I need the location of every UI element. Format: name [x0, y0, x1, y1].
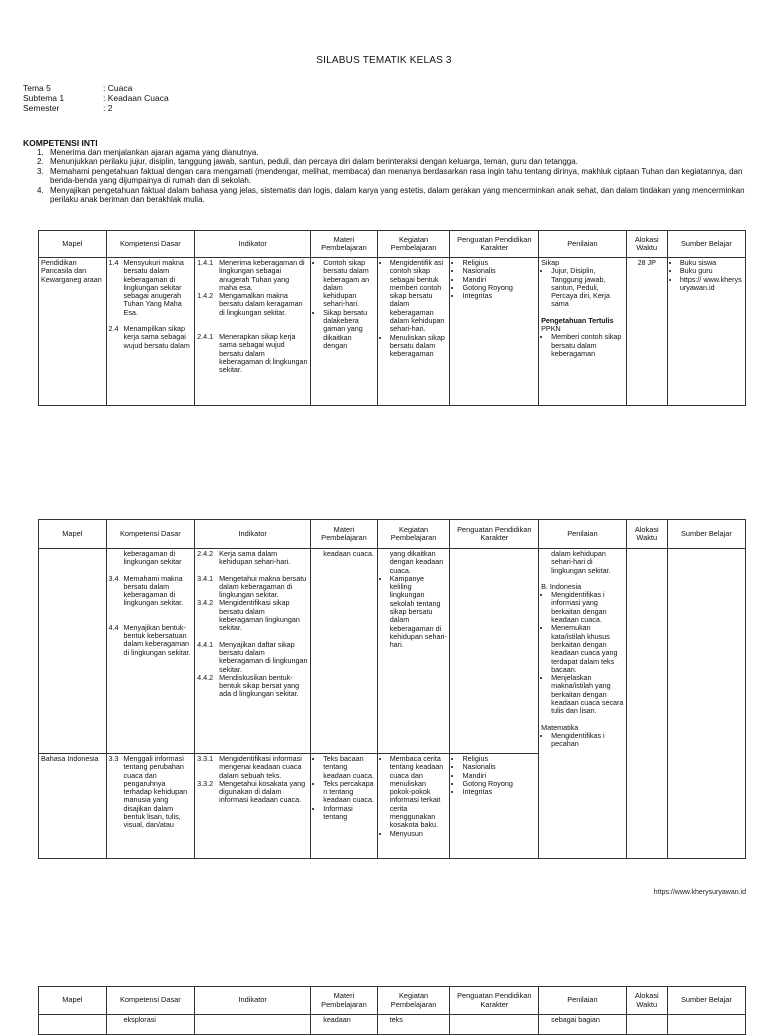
col-kd: Kompetensi Dasar	[106, 987, 195, 1015]
col-karakter: Penguatan Pendidikan Karakter	[450, 231, 539, 258]
col-penilaian: Penilaian	[539, 520, 627, 549]
col-sumber: Sumber Belajar	[667, 231, 745, 258]
cell-alokasi	[626, 1015, 667, 1035]
syllabus-meta	[23, 83, 169, 113]
cell-alokasi	[626, 549, 667, 859]
cell-materi: • Teks bacaan tentang keadaan cuaca. • Teks percakapa n tentang keadaan cuaca. • Informasi tentang	[311, 754, 377, 859]
col-alokasi: Alokasi Waktu	[626, 987, 667, 1015]
cell-kegiatan: • Mengidentifik asi contoh sikap sebagai bentuk memberi contoh sikap bersatu dalam keberagaman dalam kehidupan sehari-hari. • Menuliskan sikap bersatu dalam keberagaman	[377, 258, 450, 406]
col-kegiatan: Kegiatan Pembelajaran	[377, 520, 450, 549]
meta-label-tema: Tema 5	[23, 83, 51, 93]
col-kegiatan: Kegiatan Pembelajaran	[377, 987, 450, 1015]
col-materi: Materi Pembelajaran	[311, 520, 377, 549]
ki-item: 3. Memahami pengetahuan faktual dengan cara mengamati (mendengar, melihat, membaca) dan menanya berdasarkan rasa ingin tahu tentang dirinya, makhluk ciptaan Tuhan dan kegiatannya, dan benda-benda yang dijumpainya di rumah dan di sekolah.	[37, 166, 743, 186]
syllabus-table-2	[38, 519, 746, 859]
footer-url: https://www.kherysuryawan.id	[653, 889, 746, 896]
cell-penilaian: sebagai bagian	[539, 1015, 627, 1035]
col-indikator: Indikator	[195, 987, 311, 1015]
meta-value-semester: : 2	[103, 103, 113, 113]
table-header-row	[39, 231, 746, 258]
table-header-row	[39, 520, 746, 549]
cell-indikator: 3.3.1 Mengidentifikasi informasi mengenai keadaan cuaca dalam sebuah teks. 3.3.2 Mengetahui kosakata yang digunakan di dalam informasi keadaan cuaca.	[195, 754, 311, 859]
col-penilaian: Penilaian	[539, 987, 627, 1015]
col-mapel: Mapel	[39, 520, 107, 549]
cell-materi: keadaan cuaca.	[311, 549, 377, 754]
cell-sumber	[667, 1015, 745, 1035]
meta-value-tema: : Cuaca	[103, 83, 133, 93]
col-materi: Materi Pembelajaran	[311, 231, 377, 258]
cell-kd: keberagaman di lingkungan sekitar 3.4 Memahami makna bersatu dalam keberagaman di lingkungan sekitar. 4.4 Menyajikan bentuk-bentuk kebersatuan dalam keberagaman di lingkungan sekitar.	[106, 549, 195, 754]
cell-penilaian: Sikap • Jujur, Disiplin, Tanggung jawab, santun, Peduli, Percaya diri, Kerja sama Pengetahuan Tertulis PPKN • Memberi contoh sikap bersatu dalam keberagaman	[539, 258, 627, 406]
document-title: SILABUS TEMATIK KELAS 3	[316, 55, 452, 66]
meta-value-subtema: : Keadaan Cuaca	[103, 93, 169, 103]
cell-indikator: 1.4.1 Menerima keberagaman di lingkungan sebagai anugerah Tuhan yang maha esa. 1.4.2 Mengamalkan makna bersatu dalam keragaman di lingkungan sekitar. 2.4.1 Menerapkan sikap kerja sama sebagai wujud bersatu dalam keberagaman di lingkungan sekitar.	[195, 258, 311, 406]
col-materi: Materi Pembelajaran	[311, 987, 377, 1015]
col-mapel: Mapel	[39, 987, 107, 1015]
cell-mapel	[39, 1015, 107, 1035]
ki-item: 2. Menunjukkan perilaku jujur, disiplin, tanggung jawab, santun, peduli, dan percaya diri dalam berinteraksi dengan keluarga, teman, guru dan tetangga.	[37, 157, 578, 167]
cell-kd: eksplorasi	[106, 1015, 195, 1035]
cell-mapel	[39, 549, 107, 754]
ki-heading: KOMPETENSI INTI	[23, 138, 98, 148]
cell-mapel: Bahasa Indonesia	[39, 754, 107, 859]
cell-penilaian: dalam kehidupan sehari-hari di lingkungan sekitar. B. Indonesia • Mengidentifikas i informasi yang berkaitan dengan keadaan cuaca. • Menemukan kata/istilah khusus berkaitan dengan keadaan cuaca yang terdapat dalam teks bacaan. • Menjelaskan makna/istilah yang berkaitan dengan keadaan cuaca secara tulis dan lisan. Matematika • Mengidentifikas i pecahan	[539, 549, 627, 859]
col-kd: Kompetensi Dasar	[106, 520, 195, 549]
cell-alokasi: 28 JP	[626, 258, 667, 406]
cell-kegiatan: yang dikaitkan dengan keadaan cuaca. • Kampanye keliling lingkungan sekolah tentang sikap bersatu dalam keberagaman di kehidupan sehari-hari.	[377, 549, 450, 754]
cell-sumber: • Buku siswa • Buku guru • https:// www.kherys uryawan.id	[667, 258, 745, 406]
cell-materi: • Contoh sikap bersatu dalam keberagam an dalam kehidupan sehari-hari. • Sikap bersatu dalakebera gaman yang dikaitkan dengan	[311, 258, 377, 406]
cell-karakter	[450, 549, 539, 754]
cell-sumber	[667, 549, 745, 859]
col-kegiatan: Kegiatan Pembelajaran	[377, 231, 450, 258]
meta-label-subtema: Subtema 1	[23, 93, 65, 103]
col-sumber: Sumber Belajar	[667, 520, 745, 549]
col-alokasi: Alokasi Waktu	[626, 231, 667, 258]
cell-kd: 1.4 Mensyukuri makna bersatu dalam keberagaman di lingkungan sekitar sebagai anugerah Tuhan Yang Maha Esa. 2.4 Menampilkan sikap kerja sama sebagai wujud bersatu dalam	[106, 258, 195, 406]
meta-label-semester: Semester	[23, 103, 60, 113]
cell-karakter: • Religius • Nasionalis • Mandiri • Gotong Royong • Integritas	[450, 258, 539, 406]
col-alokasi: Alokasi Waktu	[626, 520, 667, 549]
col-penilaian: Penilaian	[539, 231, 627, 258]
col-karakter: Penguatan Pendidikan Karakter	[450, 987, 539, 1015]
col-indikator: Indikator	[195, 231, 311, 258]
table-row	[39, 1015, 746, 1035]
col-sumber: Sumber Belajar	[667, 987, 745, 1015]
cell-indikator	[195, 1015, 311, 1035]
ki-item: 4. Menyajikan pengetahuan faktual dalam bahasa yang jelas, sistematis dan logis, dalam karya yang estetis, dalam gerakan yang mencerminkan anak sehat, dan dalam tindakan yang mencerminkan perilaku anak beriman dan berakhlak mulia.	[37, 185, 745, 205]
col-indikator: Indikator	[195, 520, 311, 549]
table-row	[39, 549, 746, 754]
cell-indikator: 2.4.2 Kerja sama dalam kehidupan sehari-hari. 3.4.1 Mengetahui makna bersatu dalam keberagaman di lingkungan sekitar. 3.4.2 Mengidentifikasi sikap bersatu dalam keberagaman lingkungan sekitar. 4.4.1 Menyajikan daftar sikap bersatu dalam keberagaman di lingkungan sekitar. 4.4.2 Mendiskusikan bentuk- bentuk sikap bersat yang ada d lingkungan sekitar.	[195, 549, 311, 754]
cell-karakter: • Religius • Nasionalis • Mandiri • Gotong Royong • Integritas	[450, 754, 539, 859]
ki-list	[37, 148, 747, 204]
cell-kegiatan: • Membaca cerita tentang keadaan cuaca dan menuliskan pokok-pokok informasi terkait cerita menggunakan kosakota baku. • Menyusun	[377, 754, 450, 859]
cell-kd: 3.3 Menggali informasi tentang perubahan cuaca dan pengaruhnya terhadap kehidupan manusia yang disajikan dalam bentuk lisan, tulis, visual, dan/atau	[106, 754, 195, 859]
syllabus-table-1	[38, 230, 746, 406]
syllabus-table-3	[38, 986, 746, 1035]
col-karakter: Penguatan Pendidikan Karakter	[450, 520, 539, 549]
cell-kegiatan: teks	[377, 1015, 450, 1035]
cell-karakter	[450, 1015, 539, 1035]
table-row	[39, 258, 746, 406]
cell-materi: keadaan	[311, 1015, 377, 1035]
table-header-row	[39, 987, 746, 1015]
cell-mapel: Pendidikan Pancasila dan Kewarganeg araan	[39, 258, 107, 406]
col-kd: Kompetensi Dasar	[106, 231, 195, 258]
ki-item: 1. Menerima dan menjalankan ajaran agama yang dianutnya.	[37, 148, 259, 157]
col-mapel: Mapel	[39, 231, 107, 258]
